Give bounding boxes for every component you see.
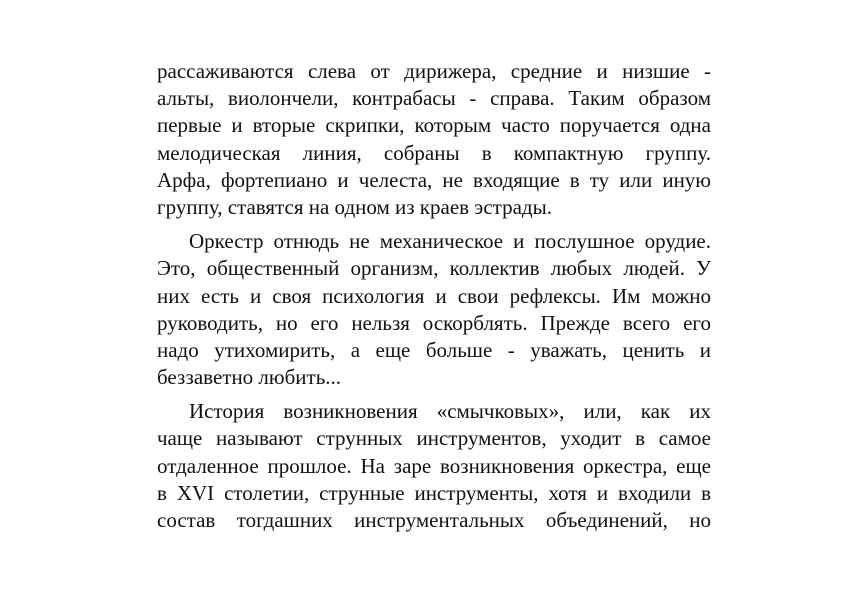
text-line: в XVI столетии, струнные инструменты, хотя и входили в: [157, 480, 711, 505]
text-line: чаще называют струнных инструментов, уходит в самое: [157, 426, 711, 451]
text-line: руководить, но его нельзя оскорблять. Прежде всего его: [157, 310, 711, 335]
paragraph-spacer: [157, 391, 711, 398]
paragraph-spacer: [157, 221, 711, 228]
paragraph-3: [157, 398, 711, 534]
text-line: них есть и своя психология и свои рефлексы. Им можно: [157, 283, 711, 308]
paragraph-2: [157, 228, 711, 391]
text-line: мелодическая линия, собраны в компактную группу.: [157, 140, 711, 165]
text-line: Оркестр отнюдь не механическое и послушное орудие.: [189, 229, 711, 254]
text-line: История возникновения «смычковых», или, как их: [189, 399, 711, 424]
text-line: состав тогдашних инструментальных объединений, но: [157, 508, 711, 532]
text-line: первые и вторые скрипки, которым часто поручается одна: [157, 113, 711, 138]
text-line: альты, виолончели, контрабасы - справа. Таким образом: [157, 86, 711, 111]
paragraph-1: [157, 58, 711, 221]
body-text: [157, 58, 711, 534]
text-line: группу, ставятся на одном из краев эстрады.: [157, 194, 552, 219]
text-line: беззаветно любить...: [157, 365, 342, 390]
text-line: отдаленное прошлое. На заре возникновения оркестра, еще: [157, 453, 711, 478]
text-line: Это, общественный организм, коллектив любых людей. У: [157, 256, 711, 281]
text-line: надо утихомирить, а еще больше - уважать, ценить и: [157, 337, 711, 362]
text-line: рассаживаются слева от дирижера, средние и низшие -: [157, 59, 711, 83]
text-line: Арфа, фортепиано и челеста, не входящие в ту или иную: [157, 167, 711, 192]
